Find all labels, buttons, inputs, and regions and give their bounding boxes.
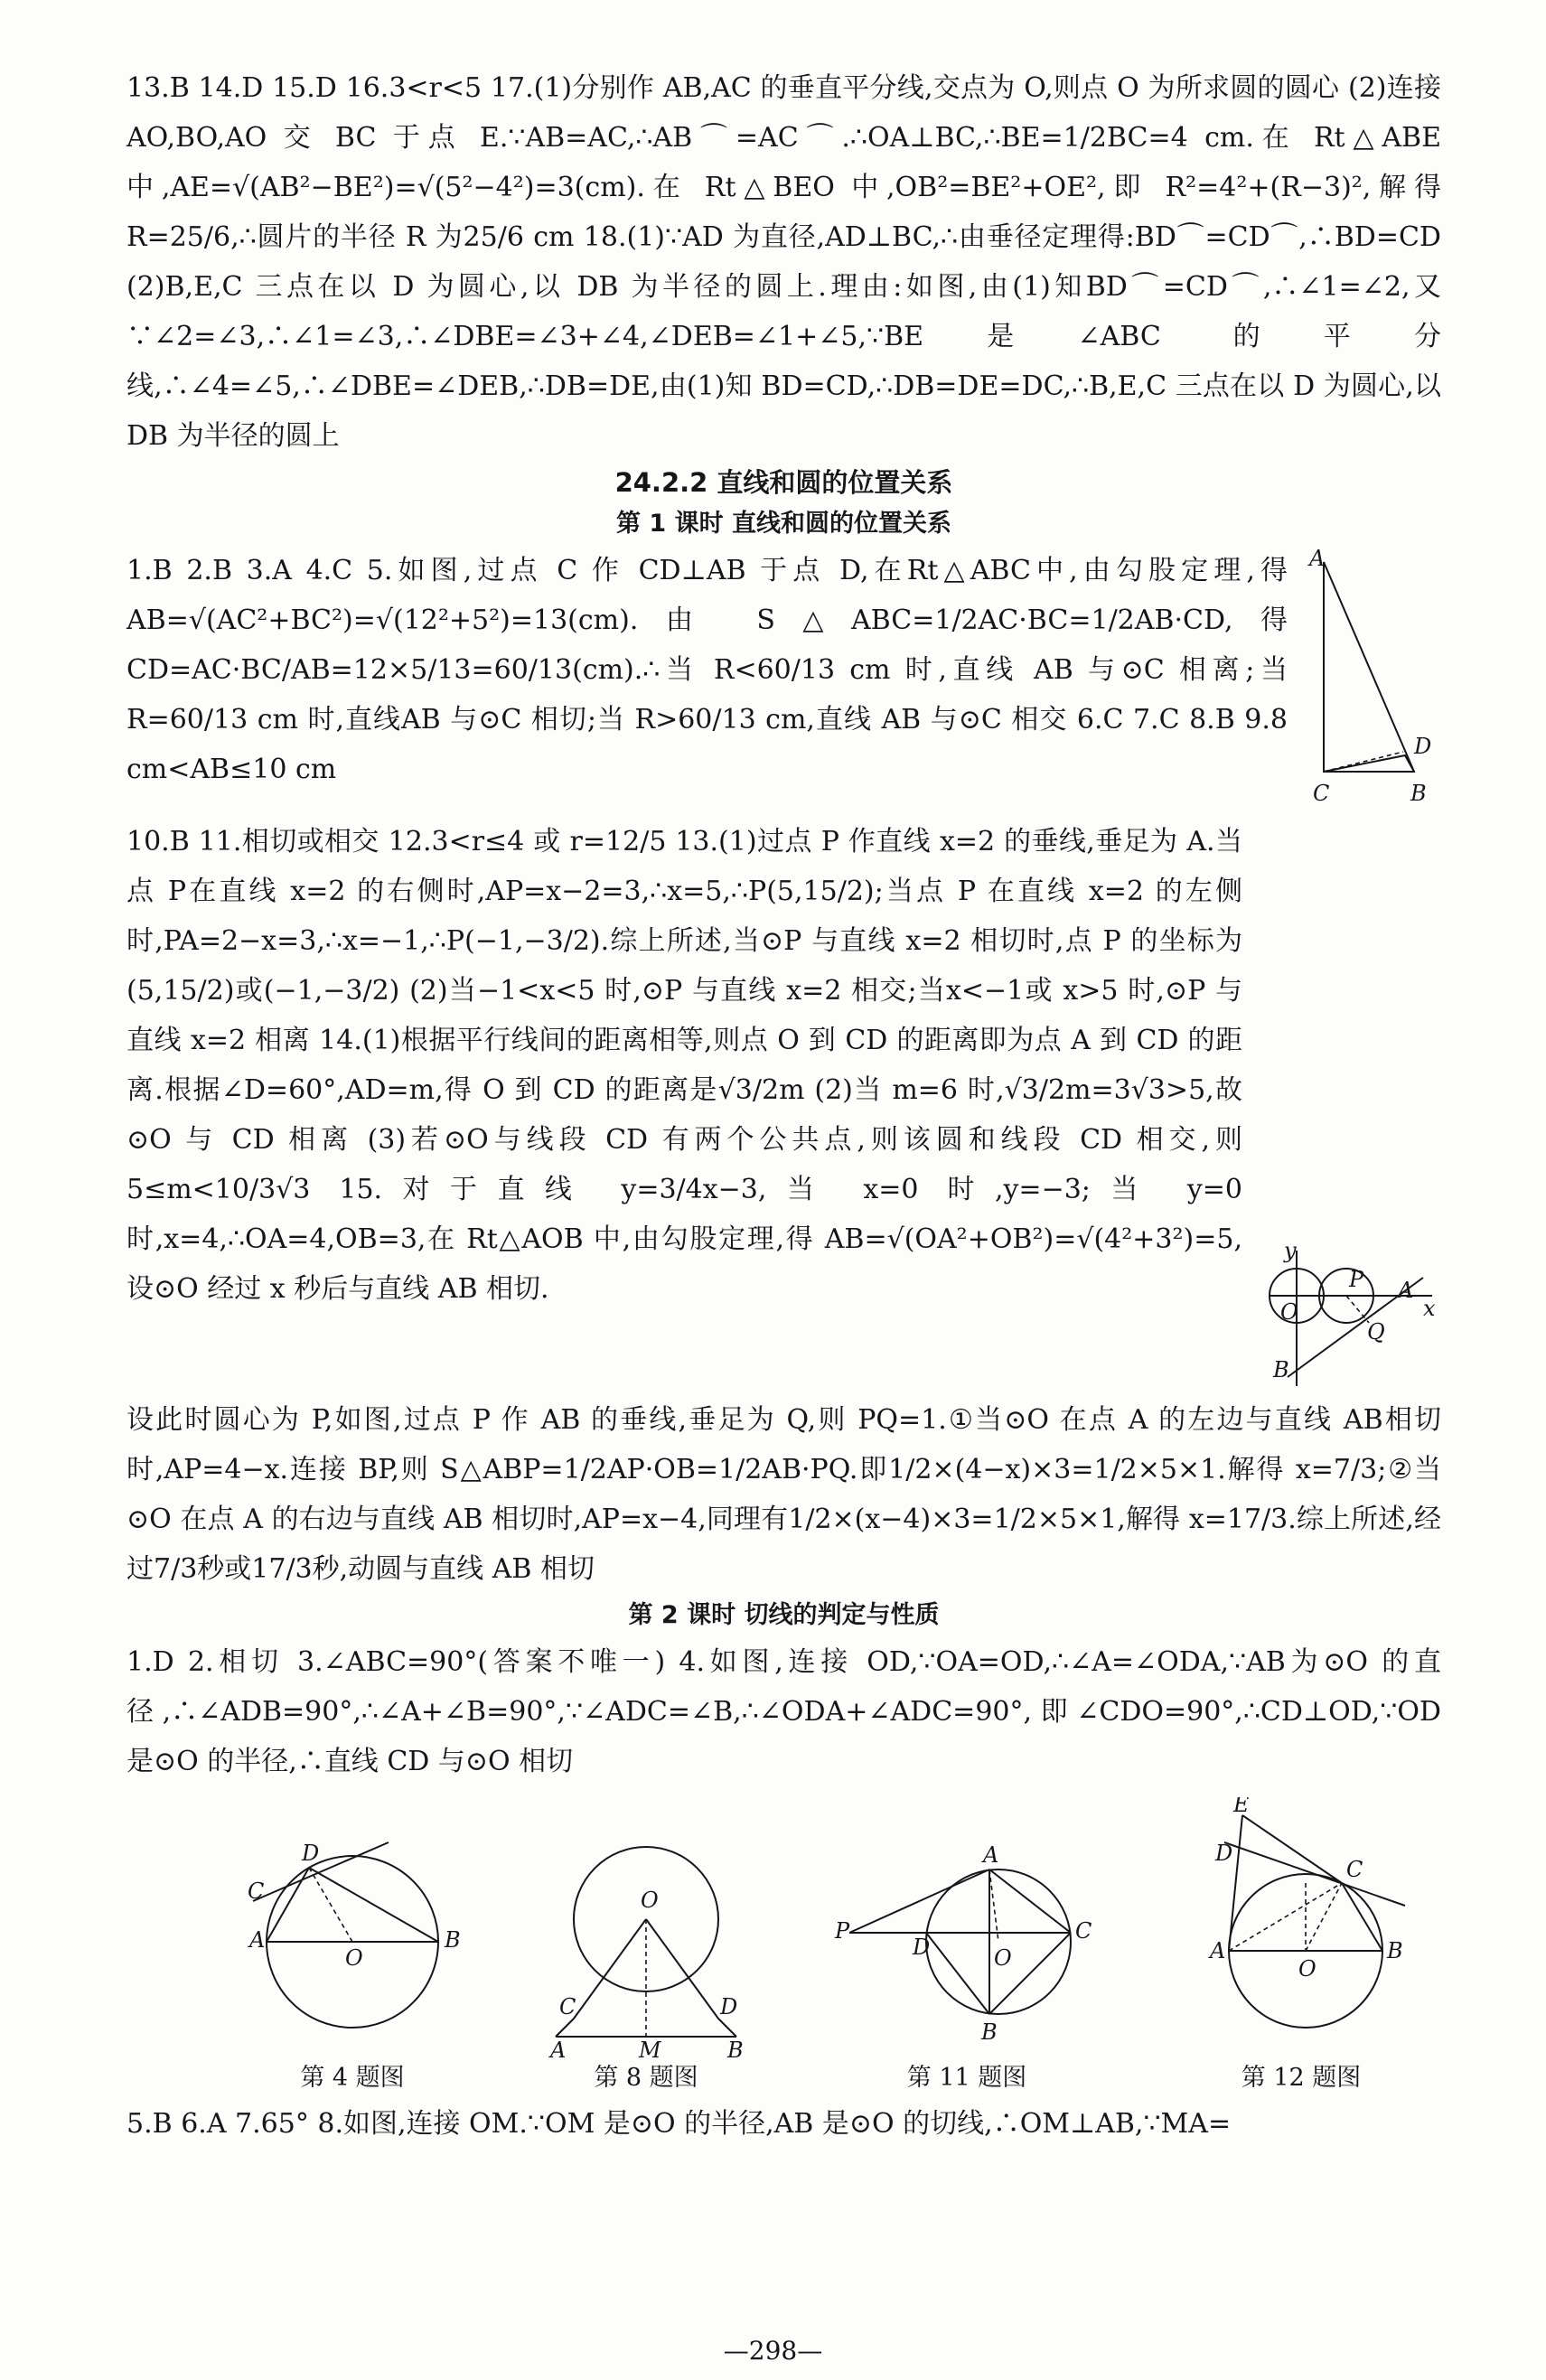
svg-text:B: B xyxy=(981,2019,998,2045)
svg-text:E: E xyxy=(1233,1797,1250,1817)
svg-text:B: B xyxy=(1387,1938,1403,1963)
svg-text:C: C xyxy=(1075,1918,1092,1944)
svg-text:C: C xyxy=(248,1879,265,1904)
svg-text:O: O xyxy=(345,1945,363,1971)
figure-row xyxy=(244,1797,1414,2094)
figure-11 xyxy=(831,1833,1102,2094)
svg-text:Q: Q xyxy=(1367,1319,1385,1345)
svg-text:A: A xyxy=(983,1842,999,1868)
svg-text:P: P xyxy=(835,1918,850,1944)
svg-text:C: C xyxy=(1313,781,1330,806)
svg-text:D: D xyxy=(302,1841,320,1866)
answers-13-18: 13.B 14.D 15.D 16.3<r<5 17.(1)分别作 AB,AC 的垂直平分线,交点为 O,则点 O 为所求圆的圆心 (2)连接 AO,BO,AO 交 BC 于点 E.∵AB=AC,∴AB⌒=AC⌒.∴OA⊥BC,∴BE=1/2BC=4 cm.在 Rt△ABE 中,AE=√(AB²−BE²)=√(5²−4²)=3(cm).在 Rt△BEO 中,OB²=BE²+OE²,即 R²=4²+(R−3)²,解得 R=25/6,∴圆片的半径 R 为25/6 cm 18.(1)∵AD 为直径,AD⊥BC,∴由垂径定理得:BD⌒=CD⌒,∴BD=CD (2)B,E,C 三点在以 D 为圆心,以 DB 为半径的圆上.理由:如图,由(1)知BD⌒=CD⌒,∴∠1=∠2,又∵∠2=∠3,∴∠1=∠3,∴∠DBE=∠3+∠4,∠DEB=∠1+∠5,∵BE是∠ABC 的平分线,∴∠4=∠5,∴∠DBE=∠DEB,∴DB=DE,由(1)知 BD=CD,∴DB=DE=DC,∴B,E,C 三点在以 D 为圆心,以 DB 为半径的圆上 xyxy=(126,72,1441,452)
answers-lesson1-part2: 10.B 11.相切或相交 12.3<r≤4 或 r=12/5 13.(1)过点 P 作直线 x=2 的垂线,垂足为 A.当点 P在直线 x=2 的右侧时,AP=x−2=3,∴x=5,∴P(5,15/2);当点 P 在直线 x=2 的左侧时,PA=2−x=3,∴x=−1,∴P(−1,−3/2).综上所述,当⊙P 与直线 x=2 相切时,点 P 的坐标为(5,15/2)或(−1,−3/2) (2)当−1<x<5 时,⊙P 与直线 x=2 相交;当x<−1或 x>5 时,⊙P 与直线 x=2 相离 14.(1)根据平行线间的距离相等,则点 O 到 CD 的距离即为点 A 到 CD 的距离.根据∠D=60°,AD=m,得 O 到 CD 的距离是√3/2m (2)当 m=6 时,√3/2m=3√3>5,故⊙O 与 CD 相离 (3)若⊙O与线段 CD 有两个公共点,则该圆和线段 CD 相交,则 5≤m<10/3√3 15.对于直线 y=3/4x−3,当 x=0 时,y=−3;当 y=0 时,x=4,∴OA=4,OB=3,在 Rt△AOB 中,由勾股定理,得 AB=√(OA²+OB²)=√(4²+3²)=5,设⊙O 经过 x 秒后与直线 AB 相切. xyxy=(126,826,1242,1305)
coordinate-circle-figure xyxy=(1260,1242,1441,1395)
svg-text:A: A xyxy=(1309,546,1326,571)
answers-lesson1-part1: 1.B 2.B 3.A 4.C 5.如图,过点 C 作 CD⊥AB 于点 D,在Rt△ABC中,由勾股定理,得AB=√(AC²+BC²)=√(12²+5²)=13(cm).由 S△ABC=1/2AC·BC=1/2AB·CD,得 CD=AC·BC/AB=12×5/13=60/13(cm).∴当 R<60/13 cm 时,直线 AB 与⊙C 相离;当 R=60/13 cm 时,直线AB 与⊙C 相切;当 R>60/13 cm,直线 AB 与⊙C 相交 6.C 7.C 8.B 9.8 cm<AB≤10 cm xyxy=(126,555,1288,785)
svg-text:D: D xyxy=(913,1935,931,1960)
svg-text:M: M xyxy=(639,2038,661,2059)
svg-text:B: B xyxy=(445,1927,461,1953)
figure-4 xyxy=(244,1833,461,2094)
svg-text:A: A xyxy=(1398,1278,1414,1303)
figure-8-caption: 第 8 题图 xyxy=(594,2064,698,2092)
svg-text:O: O xyxy=(1298,1956,1316,1982)
lesson1-title: 第 1 课时 直线和圆的位置关系 xyxy=(616,510,951,538)
svg-text:O: O xyxy=(1280,1299,1298,1325)
answers-lesson2-part1: 1.D 2.相切 3.∠ABC=90°(答案不唯一) 4.如图,连接 OD,∵OA=OD,∴∠A=∠ODA,∵AB为⊙O 的直径,∴∠ADB=90°,∴∠A+∠B=90°,∵∠ADC=∠B,∴∠ODA+∠ADC=90°,即∠CDO=90°,∴CD⊥OD,∵OD 是⊙O 的半径,∴直线 CD 与⊙O 相切 xyxy=(126,1646,1441,1777)
svg-text:C: C xyxy=(559,1994,576,2019)
figure-8 xyxy=(547,1833,745,2094)
svg-text:A: A xyxy=(550,2038,567,2059)
svg-text:A: A xyxy=(1210,1938,1226,1963)
svg-text:B: B xyxy=(1410,781,1427,806)
figure-12 xyxy=(1188,1797,1414,2094)
right-triangle-figure xyxy=(1306,546,1441,817)
svg-text:D: D xyxy=(1414,734,1432,759)
svg-text:B: B xyxy=(1273,1357,1289,1382)
svg-text:A: A xyxy=(249,1927,266,1953)
figure-4-caption: 第 4 题图 xyxy=(300,2064,405,2092)
answers-lesson1-part3: 设此时圆心为 P,如图,过点 P 作 AB 的垂线,垂足为 Q,则 PQ=1.①当⊙O 在点 A 的左边与直线 AB相切时,AP=4−x.连接 BP,则 S△ABP=1/2AP·OB=1/2AB·PQ.即1/2×(4−x)×3=1/2×5×1.解得 x=7/3;②当⊙O 在点 A 的右边与直线 AB 相切时,AP=x−4,同理有1/2×(x−4)×3=1/2×5×1,解得 x=17/3.综上所述,经过7/3秒或17/3秒,动圆与直线 AB 相切 xyxy=(126,1404,1441,1585)
svg-text:O: O xyxy=(641,1888,659,1913)
svg-text:P: P xyxy=(1349,1267,1364,1292)
svg-text:C: C xyxy=(1346,1857,1363,1882)
answers-lesson2-part2: 5.B 6.A 7.65° 8.如图,连接 OM.∵OM 是⊙O 的半径,AB 是⊙O 的切线,∴OM⊥AB,∵MA= xyxy=(126,2108,1232,2140)
svg-text:D: D xyxy=(720,1994,738,2019)
figure-12-caption: 第 12 题图 xyxy=(1241,2064,1362,2092)
svg-text:x: x xyxy=(1423,1296,1436,1321)
section-title: 24.2.2 直线和圆的位置关系 xyxy=(614,467,953,498)
svg-text:D: D xyxy=(1215,1841,1233,1866)
page-number: —298— xyxy=(723,2336,823,2366)
lesson2-title: 第 2 课时 切线的判定与性质 xyxy=(628,1601,940,1629)
svg-text:y: y xyxy=(1284,1242,1297,1263)
svg-text:O: O xyxy=(994,1945,1012,1971)
svg-text:B: B xyxy=(727,2038,744,2059)
figure-11-caption: 第 11 题图 xyxy=(906,2064,1027,2092)
